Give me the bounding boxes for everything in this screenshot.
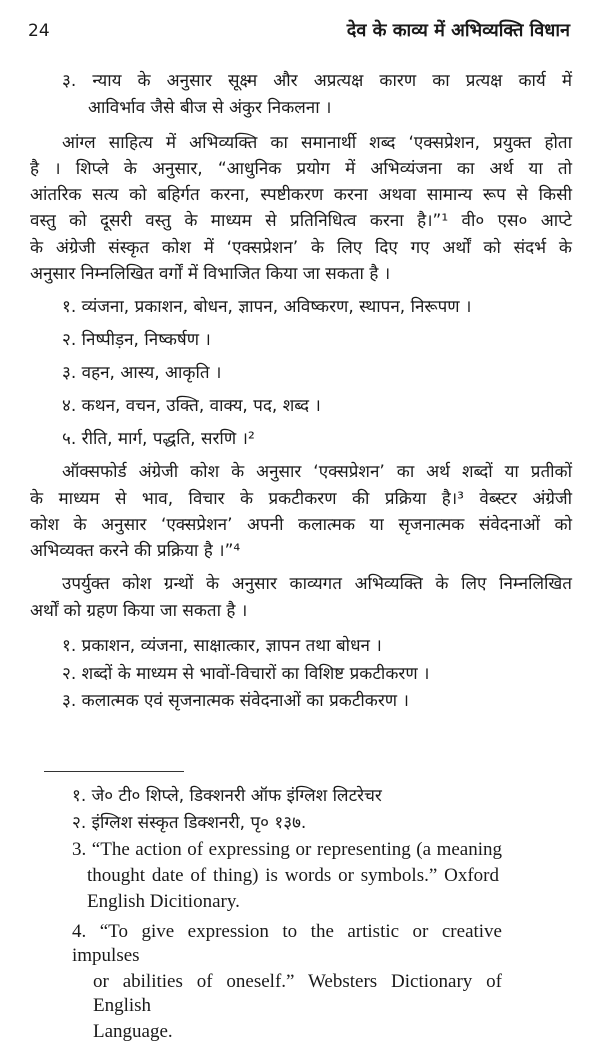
list-item: २. शब्दों के माध्यम से भावों-विचारों का विशिष्ट प्रकटीकरण । [62,664,430,684]
list-item: ३. कलात्मक एवं सृजनात्मक संवेदनाओं का प्रकटीकरण । [62,691,409,711]
list-item: १. प्रकाशन, व्यंजना, साक्षात्कार, ज्ञापन तथा बोधन । [62,636,382,656]
footnote-divider [44,771,184,772]
paragraph-line: के अंग्रेजी संस्कृत कोश में ‘एक्सप्रेशन’ के लिए दिए गए अर्थों को संदर्भ के [30,238,572,258]
paragraph-line: आंतरिक सत्य को बहिर्गत करना, स्पष्टीकरण करना अथवा सामान्य रूप से किसी [30,185,572,205]
list-item: १. व्यंजना, प्रकाशन, बोधन, ज्ञापन, अविष्करण, स्थापन, निरूपण । [62,297,472,317]
paragraph-line: कोश के अनुसार ‘एक्सप्रेशन’ अपनी कलात्मक या सृजनात्मक संवेदनाओं को [30,515,572,535]
paragraph-line: है । शिप्ले के अनुसार, “आधुनिक प्रयोग में अभिव्यंजना का अर्थ या तो [30,159,572,179]
page-body [0,70,600,1064]
footnote: 3. “The action of expressing or representing (a meaning [72,839,502,860]
list-item-continuation: आविर्भाव जैसे बीज से अंकुर निकलना । [88,98,332,118]
paragraph-line: ऑक्सफोर्ड अंग्रेजी कोश के अनुसार ‘एक्सप्रेशन’ का अर्थ शब्दों या प्रतीकों [62,462,572,482]
list-item: २. निष्पीड़न, निष्कर्षण । [62,330,211,350]
list-item: ५. रीति, मार्ग, पद्धति, सरणि ।² [62,429,255,449]
paragraph-line: वस्तु को दूसरी वस्तु के माध्यम से प्रतिनिधित्व करना है।”¹ वी० एस० आप्टे [30,211,572,231]
paragraph-line: के माध्यम से भाव, विचार के प्रकटीकरण की प्रक्रिया है।³ वेब्स्टर अंग्रेजी [30,489,572,509]
footnote-continuation: English Dicitionary. [87,891,240,912]
paragraph-line: उपर्युक्त कोश ग्रन्थों के अनुसार काव्यगत अभिव्यक्ति के लिए निम्नलिखित [62,574,572,594]
footnote: १. जे० टी० शिप्ले, डिक्शनरी ऑफ इंग्लिश लिटरेचर [72,786,382,806]
footnote: २. इंग्लिश संस्कृत डिक्शनरी, पृ० १३७. [72,813,307,833]
footnote-continuation: thought date of thing) is words or symbols.” Oxford [87,865,499,886]
footnote-continuation: or abilities of oneself.” Websters Dictionary of English [93,971,502,1016]
paragraph-line: अर्थों को ग्रहण किया जा सकता है । [30,601,248,621]
page-header [28,0,570,44]
list-item: ३. वहन, आस्य, आकृति । [62,363,222,383]
list-item: ४. कथन, वचन, उक्ति, वाक्य, पद, शब्द । [62,396,321,416]
page-number: 24 [28,21,50,41]
paragraph-line: अनुसार निम्नलिखित वर्गों में विभाजित किया जा सकता है । [30,264,391,284]
paragraph-line: आंग्ल साहित्य में अभिव्यक्ति का समानार्थी शब्द ‘एक्सप्रेशन, प्रयुक्त होता [62,133,572,153]
paragraph-line: अभिव्यक्त करने की प्रक्रिया है ।”⁴ [30,541,241,561]
running-title: देव के काव्य में अभिव्यक्ति विधान [346,20,570,41]
list-item: ३. न्याय के अनुसार सूक्ष्म और अप्रत्यक्ष कारण का प्रत्यक्ष कार्य में [62,71,572,91]
footnote: 4. “To give expression to the artistic or creative impulses [72,921,502,966]
footnote-continuation: Language. [93,1021,173,1042]
